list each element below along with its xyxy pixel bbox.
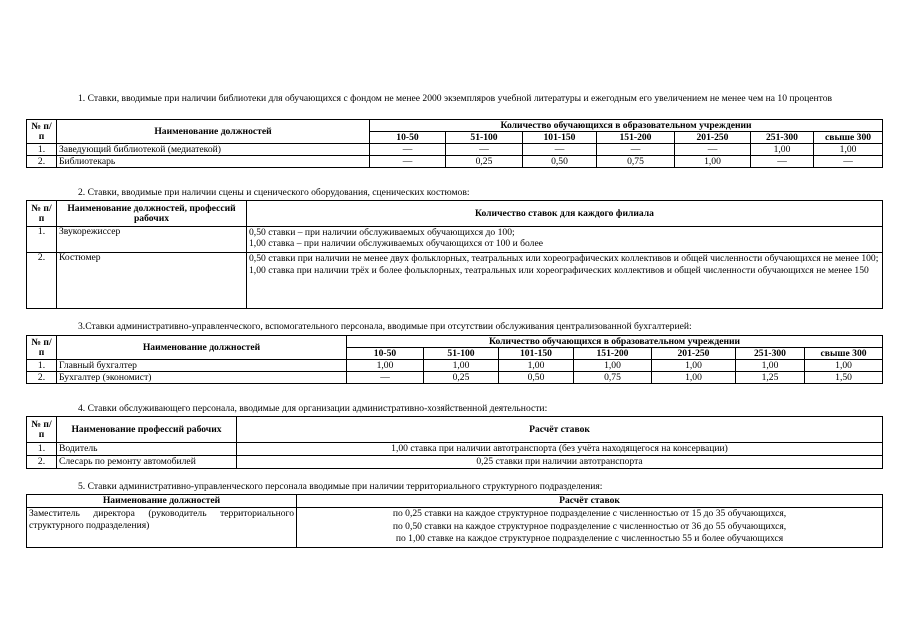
cell: —	[370, 156, 446, 168]
s3-col-header: 51-100	[424, 348, 499, 360]
cell: —	[370, 144, 446, 156]
s3-header-num: № п/п	[27, 336, 57, 360]
row-num: 2.	[27, 456, 57, 469]
s1-header-name: Наименование должностей	[57, 120, 370, 144]
s1-col-header: 51-100	[446, 132, 523, 144]
s1-col-header: 251-300	[751, 132, 814, 144]
s3-col-header: свыше 300	[805, 348, 883, 360]
row-num: 1.	[27, 144, 57, 156]
s2-header-calc: Количество ставок для каждого филиала	[247, 201, 883, 227]
section-3-table	[26, 335, 883, 384]
cell: 0,50	[523, 156, 597, 168]
s1-header-num: № п/п	[27, 120, 57, 144]
cell: 1,00	[736, 360, 805, 372]
row-name: Бухгалтер (экономист)	[57, 372, 347, 384]
s1-col-header: 10-50	[370, 132, 446, 144]
cell: 1,00	[652, 360, 736, 372]
cell: 0,50	[499, 372, 574, 384]
cell: 1,50	[805, 372, 883, 384]
s3-header-group: Количество обучающихся в образовательном учреждении	[347, 336, 883, 348]
cell: 0,75	[597, 156, 675, 168]
cell: —	[523, 144, 597, 156]
s3-col-header: 10-50	[347, 348, 424, 360]
cell: 1,00	[814, 144, 883, 156]
calc-line: 0,50 ставки при наличии не менее двух фольклорных, театральных или хореографических коллективов и общей численности обучающихся не менее 100;	[249, 253, 879, 264]
cell: 0,75	[574, 372, 652, 384]
s4-header-name: Наименование профессий рабочих	[57, 417, 237, 443]
row-calc: 1,00 ставка при наличии автотранспорта (без учёта находящегося на консервации)	[237, 443, 883, 456]
row-name: Слесарь по ремонту автомобилей	[57, 456, 237, 469]
section-3-caption: 3.Ставки административно-управленческого, вспомогательного персонала, вводимые при отсутствии обслуживания централизованной бухгалтерией:	[78, 321, 692, 332]
section-1-caption: 1. Ставки, вводимые при наличии библиотеки для обучающихся с фондом не менее 2000 экземпляров учебной литературы и ежегодным его увеличением не менее чем на 10 процентов	[78, 93, 833, 104]
table-row	[27, 456, 883, 469]
cell: 0,25	[446, 156, 523, 168]
section-2-caption: 2. Ставки, вводимые при наличии сцены и сценического оборудования, сценических костюмов:	[78, 187, 470, 198]
row-name: Заместитель директора (руководитель территориального структурного подразделения)	[27, 508, 297, 548]
row-name: Водитель	[57, 443, 237, 456]
s3-header-name: Наименование должностей	[57, 336, 347, 360]
section-5-caption: 5. Ставки административно-управленческого персонала вводимые при наличии территориального структурного подразделения:	[78, 481, 603, 492]
cell: —	[751, 156, 814, 168]
cell: 1,00	[424, 360, 499, 372]
s2-header-name: Наименование должностей, профессий рабочих	[57, 201, 247, 227]
section-4-caption: 4. Ставки обслуживающего персонала, вводимые для организации административно-хозяйственной деятельности:	[78, 403, 548, 414]
calc-line: 0,50 ставки – при наличии обслуживаемых обучающихся до 100;	[249, 227, 515, 238]
row-num: 2.	[27, 372, 57, 384]
cell: 1,00	[805, 360, 883, 372]
section-2-table	[26, 200, 883, 309]
s1-header-group: Количество обучающихся в образовательном учреждении	[370, 120, 883, 132]
cell: 1,00	[751, 144, 814, 156]
calc-line: 1,00 ставка – при наличии обслуживаемых обучающихся от 100 и более	[249, 238, 543, 249]
section-4-table	[26, 416, 883, 469]
s3-col-header: 251-300	[736, 348, 805, 360]
cell: 0,25	[424, 372, 499, 384]
table-row	[27, 443, 883, 456]
s3-col-header: 201-250	[652, 348, 736, 360]
table-row	[27, 156, 883, 168]
row-name: Главный бухгалтер	[57, 360, 347, 372]
s1-col-header: 201-250	[675, 132, 751, 144]
section-5-table	[26, 494, 883, 548]
table-row	[27, 372, 883, 384]
cell: —	[814, 156, 883, 168]
cell: 1,00	[347, 360, 424, 372]
s4-header-calc: Расчёт ставок	[237, 417, 883, 443]
table-row	[27, 227, 883, 253]
s1-col-header: свыше 300	[814, 132, 883, 144]
row-name: Звукорежиссер	[57, 227, 247, 253]
cell: 1,00	[652, 372, 736, 384]
s3-col-header: 101-150	[499, 348, 574, 360]
table-row	[27, 508, 883, 548]
row-num: 1.	[27, 360, 57, 372]
calc-line: по 0,50 ставки на каждое структурное подразделение с численностью от 36 до 55 обучающихся,	[392, 520, 787, 532]
calc-line: по 1,00 ставке на каждое структурное подразделение с численностью 55 и более обучающихся	[395, 533, 784, 544]
row-name: Костюмер	[57, 253, 247, 309]
row-name: Библиотекарь	[57, 156, 370, 168]
section-1-table	[26, 119, 883, 168]
row-num: 2.	[27, 253, 57, 309]
row-calc: 0,25 ставки при наличии автотранспорта	[237, 456, 883, 469]
s1-col-header: 151-200	[597, 132, 675, 144]
s4-header-num: № п/п	[27, 417, 57, 443]
cell: 1,00	[499, 360, 574, 372]
cell: 1,00	[574, 360, 652, 372]
table-row	[27, 144, 883, 156]
s1-col-header: 101-150	[523, 132, 597, 144]
table-row	[27, 360, 883, 372]
cell: —	[446, 144, 523, 156]
cell: —	[347, 372, 424, 384]
row-num: 1.	[27, 227, 57, 253]
calc-line: 1,00 ставка при наличии трёх и более фольклорных, театральных или хореографических коллективов и общей численности обучающихся не менее 150	[249, 265, 869, 276]
calc-line: по 0,25 ставки на каждое структурное подразделение с численностью от 15 до 35 обучающихся,	[392, 508, 787, 519]
cell: —	[675, 144, 751, 156]
cell: 1,00	[675, 156, 751, 168]
s5-header-name: Наименование должностей	[27, 495, 297, 508]
table-row	[27, 253, 883, 309]
cell: —	[597, 144, 675, 156]
cell: 1,25	[736, 372, 805, 384]
s5-header-calc: Расчёт ставок	[297, 495, 883, 508]
row-num: 1.	[27, 443, 57, 456]
row-num: 2.	[27, 156, 57, 168]
row-name: Заведующий библиотекой (медиатекой)	[57, 144, 370, 156]
s3-col-header: 151-200	[574, 348, 652, 360]
s2-header-num: № п/п	[27, 201, 57, 227]
